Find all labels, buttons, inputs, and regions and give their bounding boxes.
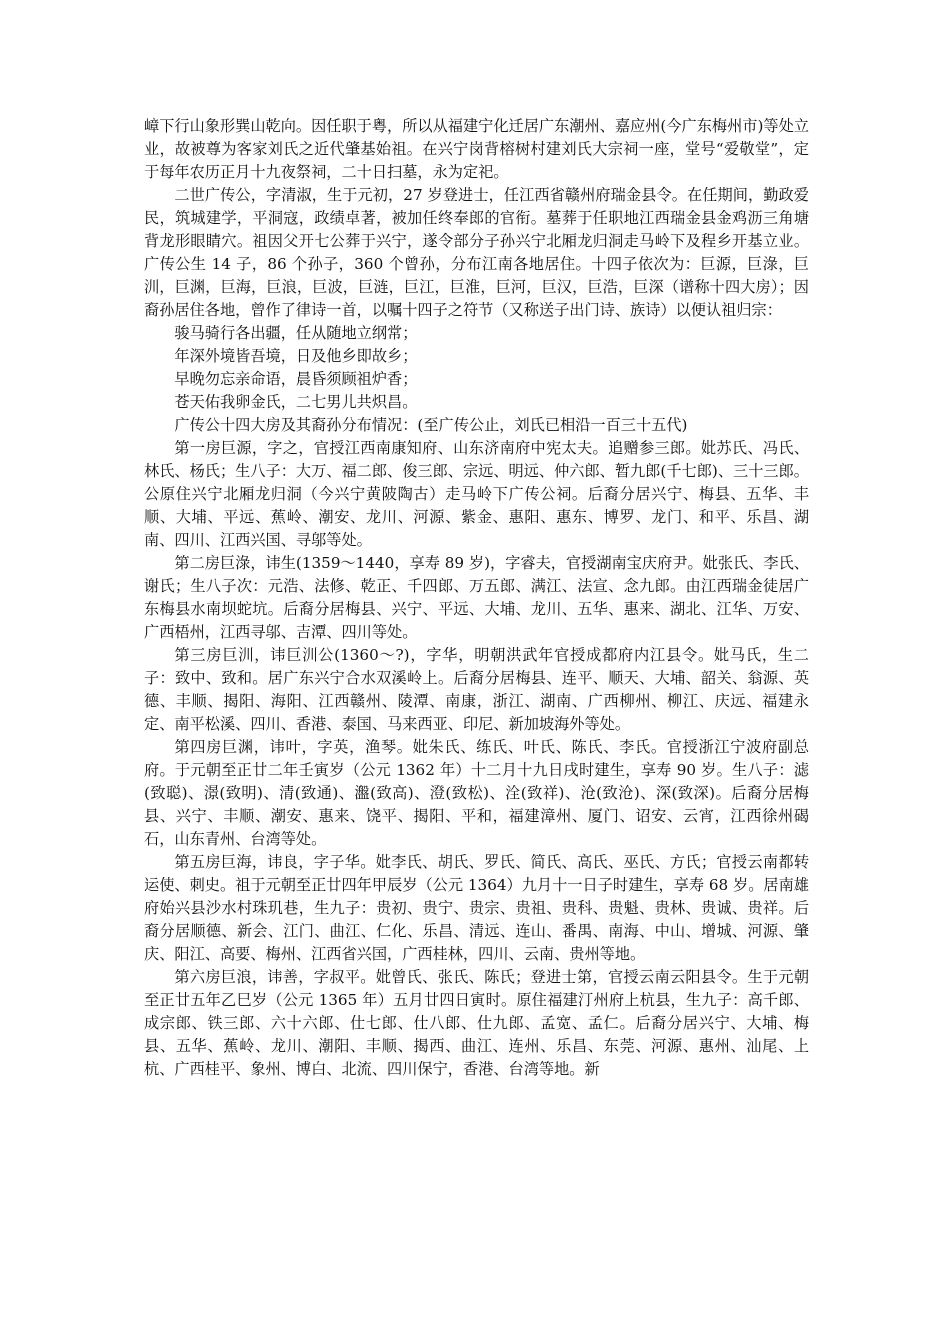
paragraph-branch-4: 第四房巨渊，讳叶，字英，渔琴。妣朱氏、练氏、叶氏、陈氏、李氏。官授浙江宁波府副总府。于元朝至正廿二年壬寅岁（公元 1362 年）十二月十九日戌时建生，享寿 90 岁。生八子：滤(致聪)、澋(致明)、清(致通)、瀊(致高)、澄(致松)、洤(致祥)、沧(致沧)、深(致深)。后裔分居梅县、兴宁、丰顺、潮安、惠来、饶平、揭阳、平和，福建漳州、厦门、诏安、云宵，江西徐州碣石，山东青州、台湾等处。	[144, 738, 809, 848]
paragraph-intro: 嶂下行山象形巽山乾向。因任职于粤，所以从福建宁化迁居广东潮州、嘉应州(今广东梅州市)等处立业，故被尊为客家刘氏之近代肇基始祖。在兴宁岗背榕树村建刘氏大宗祠一座，堂号“爱敬堂”，定于每年农历正月十九夜祭祠，二十日扫墓，永为定祀。	[144, 117, 809, 181]
paragraph-guangchuan: 二世广传公，字清淑，生于元初，27 岁登进士，任江西省赣州府瑞金县令。在任期间，勤政爱民，筑城建学，平洞寇，政绩卓著，被加任终奉郎的官衔。墓葬于任职地江西瑞金县金鸡沥三角塘背龙形眼睛穴。祖因父开七公葬于兴宁，遂令部分子孙兴宁北厢龙归洞走马岭下及程乡开基立业。广传公生 14 子，86 个孙子，360 个曾孙，分布江南各地居住。十四子依次为：巨源，巨淥，巨汌，巨渊，巨海，巨浪，巨波，巨涟，巨江，巨淮，巨河，巨汉，巨浩，巨深（谱称十四大房）；因裔孙居住各地，曾作了律诗一首，以嘱十四子之符节（又称送子出门诗、族诗）以便认祖归宗：	[144, 186, 809, 319]
paragraph-distribution-heading: 广传公十四大房及其裔孙分布情况：(至广传公止，刘氏已相沿一百三十五代)	[174, 416, 688, 434]
poem-line-4: 苍天佑我卵金氏，二七男儿共炽昌。	[174, 393, 418, 411]
poem-line-2: 年深外境皆吾境，日及他乡即故乡；	[174, 347, 418, 365]
paragraph-branch-6: 第六房巨浪，讳善，字叔平。妣曾氏、张氏、陈氏；登进士第，官授云南云阳县令。生于元朝至正廿五年乙巳岁（公元 1365 年）五月廿四日寅时。原住福建汀州府上杭县，生九子：高千郎、成宗郎、铁三郎、六十六郎、仕七郎、仕八郎、仕九郎、孟宽、孟仁。后裔分居兴宁、大埔、梅县、五华、蕉岭、龙川、潮阳、丰顺、揭西、曲江、连州、乐昌、东莞、河源、惠州、汕尾、上杭、广西桂平、象州、博白、北流、四川保宁，香港、台湾等地。新	[144, 968, 809, 1078]
poem-line-3: 早晚勿忘亲命语，晨昏须顾祖炉香；	[174, 370, 418, 388]
document-page	[144, 115, 809, 1081]
paragraph-branch-1: 第一房巨源，字之，官授江西南康知府、山东济南府中宪太夫。追赠参三郎。妣苏氏、冯氏、林氏、杨氏；生八子：大万、福二郎、俊三郎、宗远、明远、仲六郎、暂九郎(千七郎)、三十三郎。公原住兴宁北厢龙归洞（今兴宁黄陂陶古）走马岭下广传公祠。后裔分居兴宁、梅县、五华、丰顺、大埔、平远、蕉岭、潮安、龙川、河源、紫金、惠阳、惠东、博罗、龙门、和平、乐昌、湖南、四川、江西兴国、寻邬等处。	[144, 439, 809, 549]
poem-line-1: 骏马骑行各出疆，任从随地立纲常；	[174, 324, 418, 342]
paragraph-branch-2: 第二房巨淥，讳生(1359～1440，享寿 89 岁)，字睿夫，官授湖南宝庆府尹。妣张氏、李氏、谢氏；生八子次：元浩、法修、乾正、千四郎、万五郎、满江、法宣、念九郎。由江西瑞金徒居广东梅县水南坝蛇坑。后裔分居梅县、兴宁、平远、大埔、龙川、五华、惠来、湖北、江华、万安、广西梧州，江西寻邬、吉潭、四川等处。	[144, 554, 809, 641]
paragraph-branch-5: 第五房巨海，讳良，字子华。妣李氏、胡氏、罗氏、简氏、高氏、巫氏、方氏；官授云南都转运使、刺史。祖于元朝至正廿四年甲辰岁（公元 1364）九月十一日子时建生，享寿 68 岁。居南雄府始兴县沙水村珠玑巷，生九子：贵初、贵宁、贵宗、贵祖、贵科、贵魁、贵林、贵诚、贵祥。后裔分居顺德、新会、江门、曲江、仁化、乐昌、清远、连山、番禺、南海、中山、增城、河源、肇庆、阳江、高要、梅州、江西省兴国，广西桂林，四川、云南、贵州等地。	[144, 853, 809, 963]
paragraph-branch-3: 第三房巨汌，讳巨汌公(1360～?)，字华，明朝洪武年官授成都府内江县令。妣马氏，生二子：致中、致和。居广东兴宁合水双溪岭上。后裔分居梅县、连平、顺天、大埔、韶关、翁源、英德、丰顺、揭阳、海阳、江西赣州、陵潭、南康，浙江、湖南、广西柳州、柳江、庆远、福建永定、南平松溪、四川、香港、泰国、马来西亚、印尼、新加坡海外等处。	[144, 646, 809, 733]
